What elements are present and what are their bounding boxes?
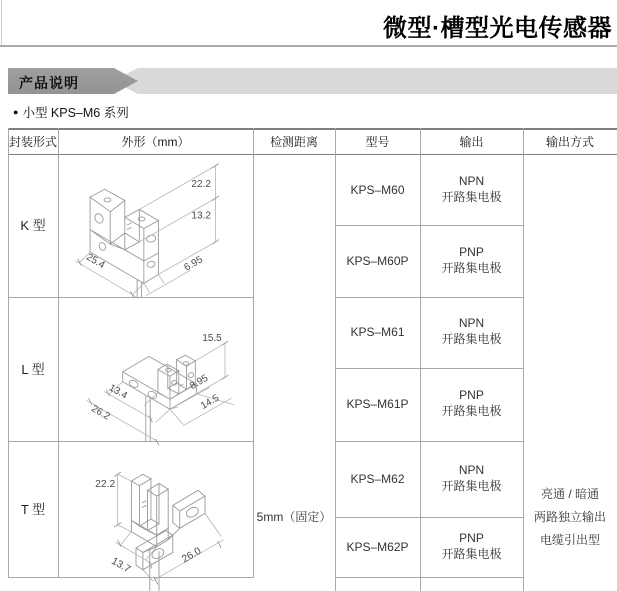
l-type-drawing <box>66 303 258 441</box>
page-title: 微型·槽型光电传感器 <box>383 15 612 42</box>
package-label-k: K 型 <box>20 218 46 233</box>
dim-label: 13.4 <box>106 382 130 402</box>
dim-label: 14.5 <box>199 392 222 412</box>
sensor-outline <box>123 355 197 442</box>
col-header-model: 型号 <box>365 135 390 149</box>
sensor-outline <box>90 189 158 298</box>
output-mode-line: 两路独立输出 <box>533 510 606 524</box>
sensor-outline <box>131 474 179 591</box>
page-edge-mark <box>1 0 2 46</box>
dim-label: 22.2 <box>191 179 212 191</box>
table-border <box>8 297 253 298</box>
dim-label: 6.95 <box>182 254 205 274</box>
dim-label: 25.4 <box>84 251 107 272</box>
bullet-icon: ● <box>13 107 19 117</box>
table-border <box>335 225 523 226</box>
dim-label: 13.2 <box>191 210 212 222</box>
model-cell: KPS–M61 <box>350 325 405 339</box>
table-border <box>8 128 617 130</box>
table-border <box>8 154 617 155</box>
output-mode-line: 亮通 / 暗通 <box>540 487 599 501</box>
dim-label: 15.5 <box>202 333 222 344</box>
optical-window <box>183 362 189 366</box>
t-type-drawing <box>71 444 259 591</box>
dim-label: 26.0 <box>180 545 204 566</box>
title-divider <box>0 45 617 47</box>
table-border <box>335 297 523 298</box>
output-cell <box>420 315 523 347</box>
output-kind: 开路集电极 <box>441 404 502 418</box>
dim-label: 26.2 <box>89 403 112 423</box>
output-mode-line: 电缆引出型 <box>539 533 600 547</box>
model-cell: KPS–M62P <box>346 540 409 554</box>
model-cell: KPS–M60P <box>346 254 409 268</box>
output-type: PNP <box>459 531 484 545</box>
col-header-outline: 外形（mm） <box>121 135 190 149</box>
detection-distance-cell: 5mm（固定） <box>256 510 332 524</box>
table-border <box>335 517 523 518</box>
output-kind: 开路集电极 <box>441 547 502 561</box>
output-kind: 开路集电极 <box>441 190 502 204</box>
dim-label: 13.7 <box>109 555 133 576</box>
k-type-drawing <box>60 156 252 296</box>
package-label-l: L 型 <box>21 362 45 377</box>
mounting-hole <box>93 212 104 224</box>
dim-label: 8.95 <box>188 372 211 392</box>
mounting-hole <box>146 260 155 268</box>
series-heading <box>13 103 129 121</box>
table-border <box>335 441 523 442</box>
col-header-distance: 检测距离 <box>269 135 318 149</box>
mounting-hole <box>98 241 107 251</box>
table-border <box>335 577 523 578</box>
output-type: PNP <box>459 388 484 402</box>
output-type: NPN <box>458 316 485 330</box>
table-border <box>335 368 523 369</box>
model-cell: KPS–M62 <box>350 472 405 486</box>
output-cell <box>420 387 523 419</box>
output-cell <box>420 173 523 205</box>
mounting-hole <box>185 505 200 519</box>
optical-window <box>165 368 171 372</box>
series-heading-text: 小型 KPS–M6 系列 <box>22 106 129 120</box>
output-type: PNP <box>459 245 484 259</box>
col-header-output: 输出 <box>459 135 484 149</box>
col-header-output-mode: 输出方式 <box>545 135 594 149</box>
model-cell: KPS–M61P <box>346 397 409 411</box>
output-kind: 开路集电极 <box>441 332 502 346</box>
mounting-hole <box>187 372 194 379</box>
output-cell <box>420 530 523 562</box>
model-cell: KPS–M60 <box>350 183 405 197</box>
dim-label: 22.2 <box>95 478 116 490</box>
output-kind: 开路集电极 <box>441 479 502 493</box>
table-border <box>58 128 59 578</box>
package-label-t: T 型 <box>20 502 46 517</box>
output-cell <box>420 462 523 494</box>
table-border <box>8 441 253 442</box>
output-type: NPN <box>458 463 485 477</box>
output-type: NPN <box>458 174 485 188</box>
section-banner-ribbon <box>112 68 617 94</box>
col-header-package: 封装形式 <box>8 135 57 149</box>
output-cell <box>420 244 523 276</box>
section-banner-label: 产品说明 <box>19 75 79 91</box>
optical-window <box>104 198 111 202</box>
output-kind: 开路集电极 <box>441 261 502 275</box>
